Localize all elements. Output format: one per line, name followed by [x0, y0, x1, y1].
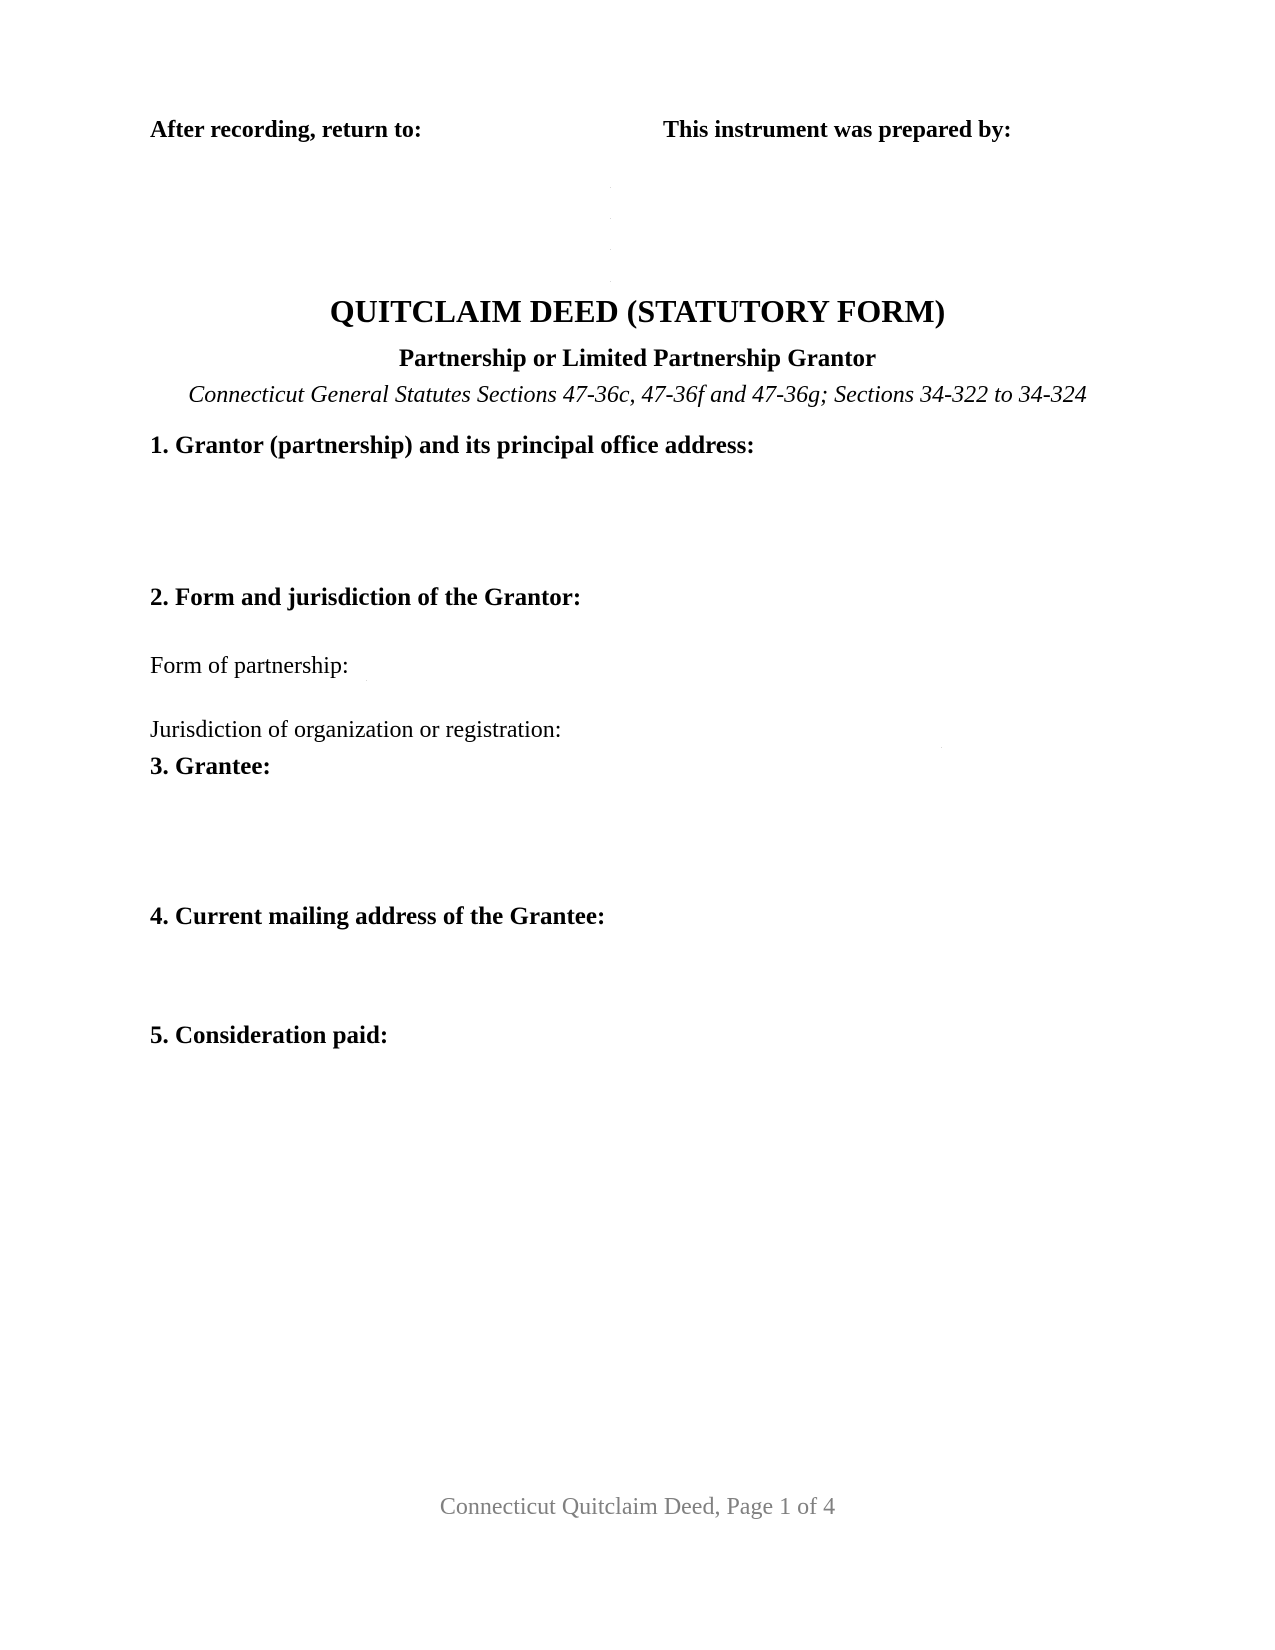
deed-subtitle: Partnership or Limited Partnership Grantor [398, 345, 877, 372]
form-of-partnership-label: Form of partnership: [150, 653, 349, 679]
page-footer: Connecticut Quitclaim Deed, Page 1 of 4 [439, 1494, 836, 1520]
return-to-label: After recording, return to: [150, 117, 422, 143]
section-form-jurisdiction-heading: 2. Form and jurisdiction of the Grantor: [150, 584, 582, 611]
section-consideration-heading: 5. Consideration paid: [150, 1022, 389, 1049]
section-grantee-address-heading: 4. Current mailing address of the Grantee: [150, 903, 606, 930]
faint-mark [610, 218, 611, 219]
statutes-citation: Connecticut General Statutes Sections 47-36c, 47-36f and 47-36g; Sections 34-322 to 34-324 [188, 382, 1087, 408]
section-grantor-heading: 1. Grantor (partnership) and its principal office address: [150, 432, 755, 459]
faint-mark [610, 249, 611, 250]
faint-mark [366, 680, 367, 681]
jurisdiction-label: Jurisdiction of organization or registration: [150, 717, 562, 743]
faint-mark [941, 747, 942, 748]
prepared-by-label: This instrument was prepared by: [663, 117, 1012, 143]
deed-title: QUITCLAIM DEED (STATUTORY FORM) [329, 293, 946, 329]
faint-mark [610, 187, 611, 188]
section-grantee-heading: 3. Grantee: [150, 753, 271, 780]
faint-mark [610, 281, 611, 282]
